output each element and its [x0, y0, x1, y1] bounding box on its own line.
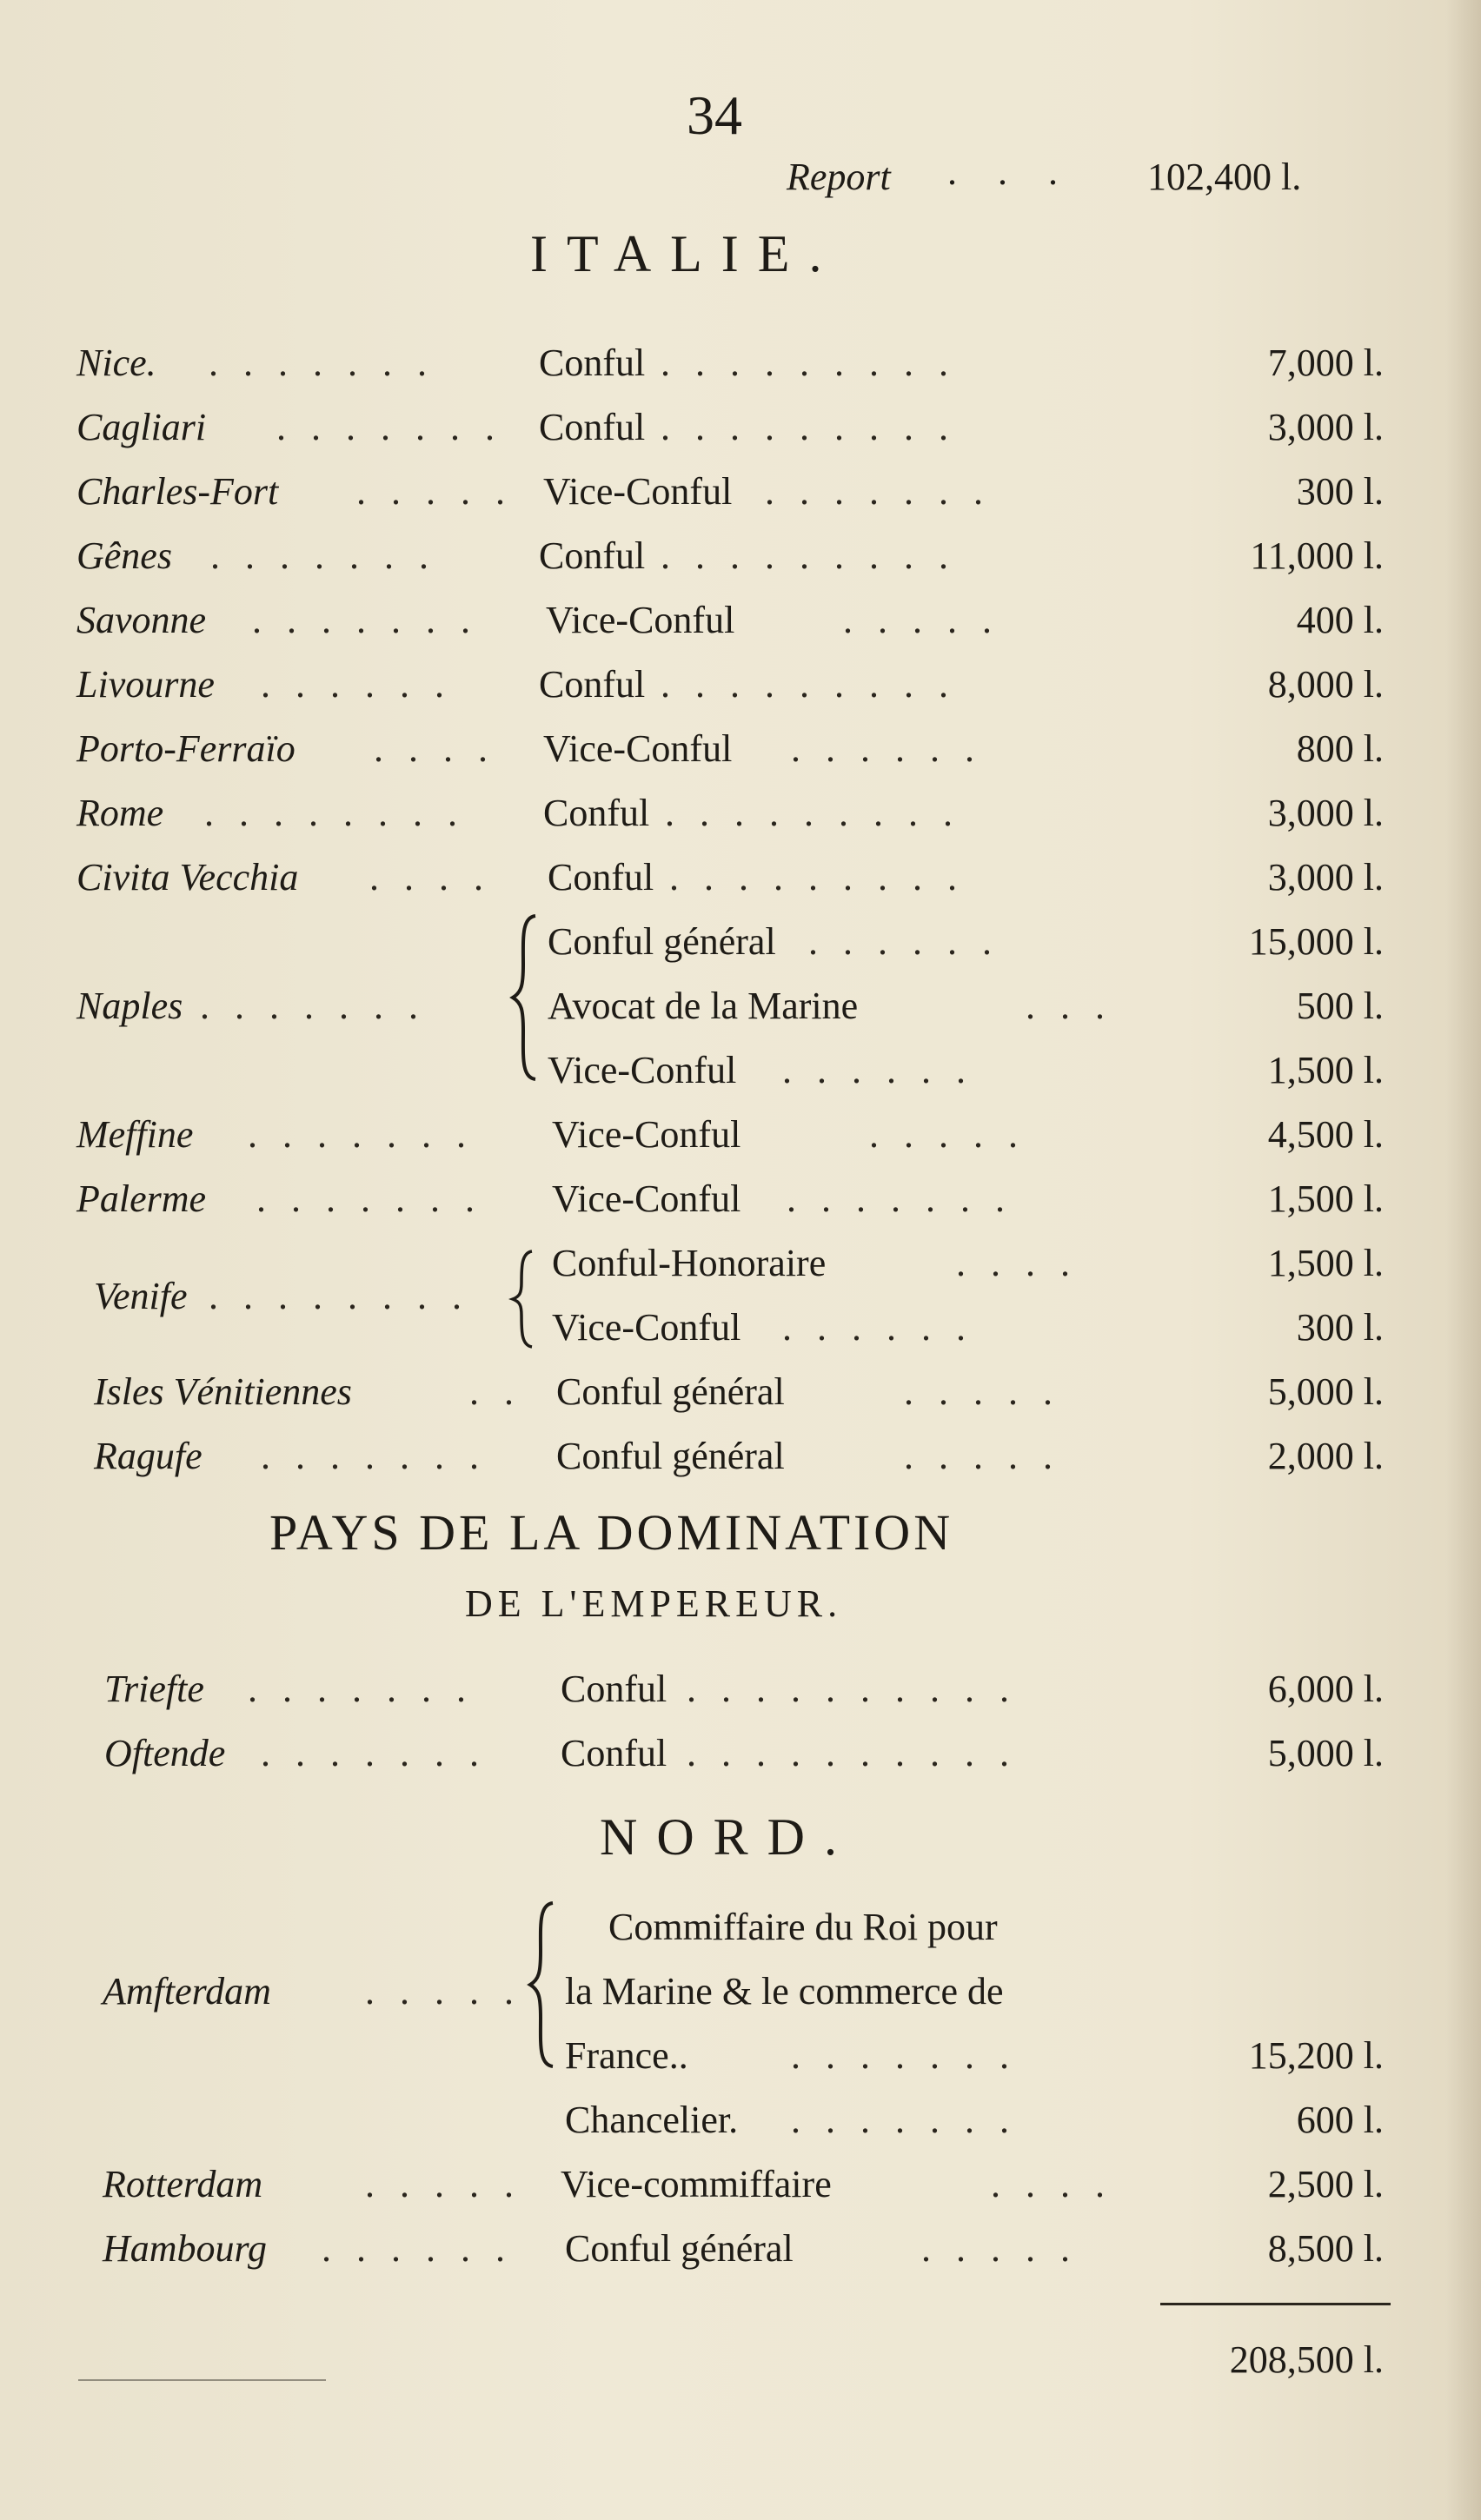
salary-amount: 7,000 l.: [1267, 342, 1384, 384]
page-gutter-shadow: [1446, 0, 1481, 2520]
salary-amount: 300 l.: [1296, 470, 1384, 513]
place-leader-dots: . . . . . . . .: [209, 1275, 469, 1317]
place-leader-dots: . .: [469, 1370, 521, 1413]
office-title: Conful: [539, 406, 646, 448]
salary-amount: 3,000 l.: [1267, 792, 1384, 834]
office-title: Vice-commiffaire: [561, 2163, 832, 2205]
office-title-line: France..: [565, 2034, 688, 2077]
office-title: Vice-Conful: [546, 599, 735, 641]
total-rule: [1160, 2303, 1391, 2305]
office-title: Conful-Honoraire: [552, 1242, 827, 1284]
office-title-line: Commiffaire du Roi pour: [608, 1906, 998, 1948]
title-leader-dots: . . . . .: [904, 1370, 1060, 1413]
place-leader-dots: . . . . . . .: [261, 1732, 487, 1774]
title-leader-dots: . . . . . . . . . .: [687, 1732, 1017, 1774]
place-leader-dots: . . . .: [374, 727, 495, 770]
title-leader-dots: . . . . . . . . .: [665, 792, 960, 834]
salary-amount: 800 l.: [1296, 727, 1384, 770]
place-name: Nice.: [76, 342, 156, 384]
title-leader-dots: . . . .: [956, 1242, 1078, 1284]
salary-amount: 11,000 l.: [1250, 534, 1384, 577]
place-name: Porto-Ferraïo: [76, 727, 296, 770]
title-leader-dots: . . . . . .: [791, 727, 982, 770]
place-name: Amfterdam: [103, 1970, 271, 2013]
office-title: Vice-Conful: [543, 727, 733, 770]
title-leader-dots: . . . . . . . . .: [669, 856, 965, 899]
salary-amount: 400 l.: [1296, 599, 1384, 641]
salary-amount: 500 l.: [1296, 985, 1384, 1027]
place-leader-dots: . . . . . . .: [200, 985, 426, 1027]
place-name: Isles Vénitiennes: [94, 1370, 352, 1413]
section-heading-nord: NORD.: [600, 1808, 857, 1866]
place-name: Charles-Fort: [76, 470, 279, 513]
place-leader-dots: . . . . .: [365, 2163, 521, 2205]
brace-icon: [509, 1248, 535, 1350]
place-name: Rotterdam: [103, 2163, 263, 2205]
place-name: Ragufe: [94, 1435, 203, 1477]
place-name: Oftende: [104, 1732, 226, 1774]
place-name: Triefte: [104, 1668, 204, 1710]
title-leader-dots: . . . . . . .: [791, 2099, 1017, 2141]
title-leader-dots: . . . . . . .: [765, 470, 991, 513]
salary-amount: 5,000 l.: [1267, 1732, 1384, 1774]
place-leader-dots: . . . . . . .: [252, 599, 478, 641]
office-title: Conful général: [565, 2227, 794, 2270]
salary-amount: 8,500 l.: [1267, 2227, 1384, 2270]
office-title: Conful: [548, 856, 654, 899]
report-label: Report: [787, 156, 891, 198]
title-leader-dots: . . . . . .: [782, 1049, 973, 1091]
office-title: Conful: [561, 1668, 667, 1710]
title-leader-dots: . . . . . . . . .: [661, 534, 956, 577]
place-name: Rome: [76, 792, 164, 834]
salary-amount: 600 l.: [1296, 2099, 1384, 2141]
place-leader-dots: . . . . . . .: [248, 1668, 474, 1710]
salary-amount: 1,500 l.: [1267, 1242, 1384, 1284]
place-name: Naples: [76, 985, 183, 1027]
total-amount: 208,500 l.: [1229, 2338, 1384, 2381]
place-leader-dots: . . . . .: [365, 1970, 521, 2013]
salary-amount: 2,000 l.: [1267, 1435, 1384, 1477]
place-leader-dots: . . . . . . . .: [204, 792, 465, 834]
place-leader-dots: . . . . . . .: [248, 1113, 474, 1156]
place-name: Gênes: [76, 534, 172, 577]
place-leader-dots: . . . . . . .: [256, 1177, 482, 1220]
place-leader-dots: . . . . . . .: [210, 534, 436, 577]
place-leader-dots: . . . . . .: [261, 663, 452, 706]
place-leader-dots: . . . . . . .: [209, 342, 435, 384]
office-title: Conful général: [556, 1370, 785, 1413]
place-leader-dots: . . . . . . .: [276, 406, 502, 448]
title-leader-dots: . . . . .: [869, 1113, 1026, 1156]
salary-amount: 1,500 l.: [1267, 1049, 1384, 1091]
salary-amount: 300 l.: [1296, 1306, 1384, 1349]
office-title: Conful: [543, 792, 650, 834]
salary-amount: 2,500 l.: [1267, 2163, 1384, 2205]
office-title: Conful: [561, 1732, 667, 1774]
place-name: Palerme: [76, 1177, 207, 1220]
page-number: 34: [687, 84, 742, 146]
salary-amount: 4,500 l.: [1267, 1113, 1384, 1156]
place-leader-dots: . . . . . .: [322, 2227, 513, 2270]
office-title: Vice-Conful: [552, 1177, 741, 1220]
title-leader-dots: . . . . .: [843, 599, 1000, 641]
title-leader-dots: . . . . .: [904, 1435, 1060, 1477]
place-leader-dots: . . . .: [369, 856, 491, 899]
salary-amount: 8,000 l.: [1267, 663, 1384, 706]
salary-amount: 5,000 l.: [1267, 1370, 1384, 1413]
section-heading-italie: ITALIE.: [530, 225, 841, 282]
office-title: Conful: [539, 534, 646, 577]
brace-icon: [527, 1900, 556, 2070]
section-subheading-empereur: DE L'EMPEREUR.: [465, 1582, 843, 1625]
salary-amount: 15,200 l.: [1248, 2034, 1384, 2077]
office-title: Avocat de la Marine: [548, 985, 859, 1027]
office-title: Vice-Conful: [552, 1306, 741, 1349]
title-leader-dots: . . . . . . .: [787, 1177, 1013, 1220]
office-title: Conful général: [556, 1435, 785, 1477]
title-leader-dots: . . . . . . . . .: [661, 342, 956, 384]
office-title: Vice-Conful: [543, 470, 733, 513]
salary-amount: 6,000 l.: [1267, 1668, 1384, 1710]
place-name: Savonne: [76, 599, 207, 641]
salary-amount: 3,000 l.: [1267, 856, 1384, 899]
bottom-left-rule: [78, 2379, 326, 2381]
title-leader-dots: . . . . . . . . .: [661, 406, 956, 448]
title-leader-dots: . . . . . .: [782, 1306, 973, 1349]
report-value: 102,400 l.: [1147, 156, 1302, 198]
place-name: Livourne: [76, 663, 215, 706]
place-name: Hambourg: [103, 2227, 268, 2270]
office-title: Conful: [539, 663, 646, 706]
place-name: Cagliari: [76, 406, 207, 448]
title-leader-dots: . . . . . . .: [791, 2034, 1017, 2077]
office-title-line: la Marine & le commerce de: [565, 1970, 1004, 2013]
title-leader-dots: . . . . . .: [808, 920, 1000, 963]
title-leader-dots: . . . . . . . . . .: [687, 1668, 1017, 1710]
brace-icon: [509, 912, 539, 1083]
salary-amount: 15,000 l.: [1248, 920, 1384, 963]
office-title: Chancelier.: [565, 2099, 739, 2141]
salary-amount: 3,000 l.: [1267, 406, 1384, 448]
title-leader-dots: . . .: [1026, 985, 1112, 1027]
report-dots: . . .: [947, 150, 1073, 193]
place-name: Venife: [94, 1275, 188, 1317]
place-name: Meffine: [76, 1113, 194, 1156]
office-title: Vice-Conful: [552, 1113, 741, 1156]
office-title: Conful: [539, 342, 646, 384]
office-title: Vice-Conful: [548, 1049, 737, 1091]
section-heading-empereur: PAYS DE LA DOMINATION: [269, 1504, 954, 1561]
title-leader-dots: . . . .: [991, 2163, 1112, 2205]
place-leader-dots: . . . . . . .: [261, 1435, 487, 1477]
place-name: Civita Vecchia: [76, 856, 299, 899]
title-leader-dots: . . . . .: [921, 2227, 1078, 2270]
title-leader-dots: . . . . . . . . .: [661, 663, 956, 706]
place-leader-dots: . . . . .: [356, 470, 513, 513]
office-title: Conful général: [548, 920, 776, 963]
salary-amount: 1,500 l.: [1267, 1177, 1384, 1220]
